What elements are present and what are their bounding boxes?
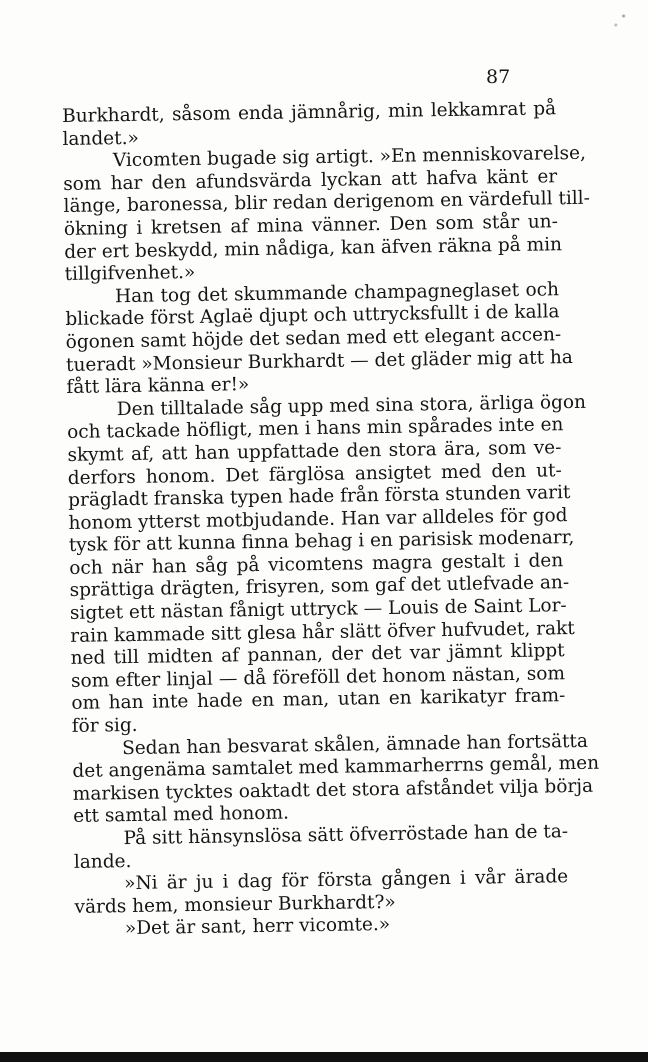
text-line: prägladt franska typen hade från första stunden varit [68,482,571,512]
text-line: »Ni är ju i dag för första gången i vår ärade [124,866,569,895]
text-line: fått lära känna er!» [66,374,250,399]
text-line: det angenäma samtalet med kammarherrns gemål, men [72,752,600,783]
text-line: länge, baronessa, blir redan derigenom en värdefull till- [63,188,591,218]
text-line: Sedan han besvarat skålen, ämnade han fortsätta [121,730,589,759]
text-line: markisen tycktes oaktadt det stora afståndet vilja börja [72,775,594,805]
text-line: ned till midten af pannan, der det var jämnt klippt [70,640,565,670]
text-line: derfors honom. Det färglösa ansigtet med den ut- [67,459,562,489]
text-line: sigtet ett nästan fånigt uttryck — Louis de Saint Lor- [69,595,567,624]
text-line: landet.» [62,127,139,150]
text-line: skymt af, att han uppfattade den stora ära, som ve- [67,437,562,466]
text-line: Burkhardt, såsom enda jämnårig, min lekkamrat på [62,98,557,127]
text-line: som efter linjal — då föreföll det honom nästan, som [70,663,566,692]
text-line: ökning i kretsen af mina vänner. Den som står un- [63,211,559,240]
text-line: ögonen samt höjde det sedan med ett elegant accen- [65,324,562,353]
text-line: tysk för att kunna finna behag i en parisisk modenarr, [68,527,575,557]
text-line: blickade först Aglaë djupt och uttrycksfullt i de kalla [65,301,560,331]
text-line: för sig. [71,714,138,737]
text-line: värds hem, monsieur Burkhardt?» [74,891,396,918]
paper-speck [608,4,634,34]
body-text [62,98,600,942]
text-line: och när han såg på vicomtens magra gestalt i den [69,550,564,579]
text-line: tueradt »Monsieur Burkhardt — det gläder mig att ha [65,346,574,376]
text-line: som har den afundsvärda lyckan att hafva känt er [63,166,558,195]
text-line: sprättiga drägten, frisyren, som gaf det utlefvade an- [69,572,570,602]
text-line: om han inte hade en man, utan en karikatyr fram- [71,685,566,715]
text-line: tillgifvenhet.» [64,262,196,286]
text-line: Vicomten bugade sig artigt. »En menniskovarelse, [112,142,587,172]
page-number: 87 [486,66,511,88]
text-line: och tackade höfligt, men i hans min spårades inte en [66,414,564,444]
text-line: Han tog det skummande champagneglaset och [114,278,560,307]
text-line: »Det är sant, herr vicomte.» [124,914,391,940]
scan-edge [0,1052,648,1062]
text-line: På sitt hänsynslösa sätt öfverröstade han de ta- [123,821,569,850]
text-line: ett samtal med honom. [73,802,290,828]
text-line: lande. [73,850,132,873]
text-line: der ert beskydd, min nådiga, kan äfven räkna på min [64,233,563,263]
text-line: rain kammade sitt glesa hår slätt öfver hufvudet, rakt [70,617,575,647]
text-line: honom ytterst motbjudande. Han var alldeles för god [68,504,568,534]
text-line: Den tilltalade såg upp med sina stora, ärliga ögon [116,391,587,420]
